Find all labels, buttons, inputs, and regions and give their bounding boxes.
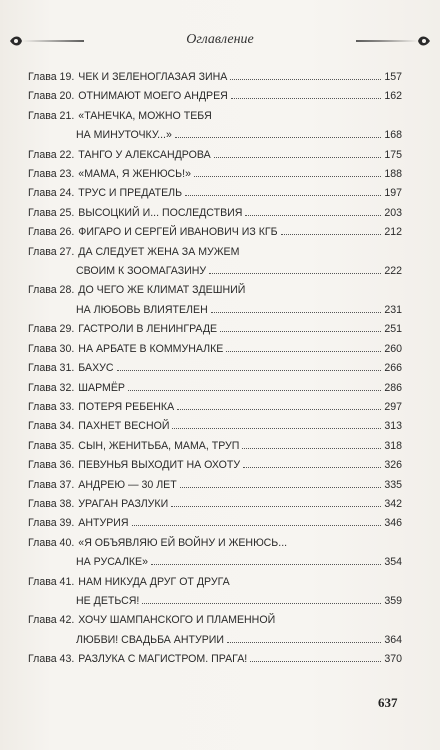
toc-entry xyxy=(28,320,402,339)
toc-entry xyxy=(28,476,402,495)
toc-line xyxy=(28,359,402,378)
toc-entry xyxy=(28,650,402,669)
table-of-contents xyxy=(28,68,402,670)
chapter-title: ДА СЛЕДУЕТ ЖЕНА ЗА МУЖЕМ xyxy=(78,245,240,258)
dot-leader xyxy=(242,438,381,449)
chapter-title: «МАМА, Я ЖЕНЮСЬ!» xyxy=(78,168,191,181)
page-number: 637 xyxy=(378,695,398,710)
chapter-label: Глава 28. xyxy=(28,284,75,297)
toc-line xyxy=(28,495,402,514)
chapter-label: Глава 43. xyxy=(28,653,75,666)
chapter-label: Глава 34. xyxy=(28,420,75,433)
chapter-page-number: 251 xyxy=(384,323,402,336)
toc-line xyxy=(28,553,402,572)
toc-line xyxy=(28,631,402,650)
chapter-title: ЛЮБВИ! СВАДЬБА АНТУРИИ xyxy=(76,633,225,646)
dot-leader xyxy=(209,263,381,274)
toc-line xyxy=(28,573,402,592)
toc-line xyxy=(28,456,402,475)
chapter-label: Глава 36. xyxy=(28,459,75,472)
dot-leader xyxy=(171,496,381,507)
toc-line xyxy=(28,476,402,495)
dot-leader xyxy=(230,69,381,80)
dot-leader xyxy=(250,651,381,662)
toc-line xyxy=(28,534,402,553)
chapter-label: Глава 29. xyxy=(28,323,75,336)
toc-line xyxy=(28,68,402,87)
toc-entry xyxy=(28,359,402,378)
chapter-page-number: 168 xyxy=(384,129,402,142)
chapter-page-number: 297 xyxy=(384,400,402,413)
chapter-title: ТАНГО У АЛЕКСАНДРОВА xyxy=(78,148,211,161)
chapter-title: АНТУРИЯ xyxy=(78,517,129,530)
toc-entry xyxy=(28,107,402,146)
chapter-title: ГАСТРОЛИ В ЛЕНИНГРАДЕ xyxy=(78,323,218,336)
toc-line xyxy=(28,87,402,106)
toc-entry xyxy=(28,68,402,87)
chapter-title: ОТНИМАЮТ МОЕГО АНДРЕЯ xyxy=(78,90,228,103)
chapter-title: ФИГАРО И СЕРГЕЙ ИВАНОВИЧ ИЗ КГБ xyxy=(78,226,278,239)
chapter-title: БАХУС xyxy=(78,362,114,375)
chapter-label: Глава 19. xyxy=(28,71,75,83)
dot-leader xyxy=(214,147,381,158)
dot-leader xyxy=(128,380,381,391)
dot-leader xyxy=(245,205,381,216)
toc-line xyxy=(28,243,402,262)
dot-leader xyxy=(180,477,381,488)
toc-entry xyxy=(28,437,402,456)
dot-leader xyxy=(226,341,381,352)
chapter-page-number: 359 xyxy=(384,594,402,607)
chapter-title: «ТАНЕЧКА, МОЖНО ТЕБЯ xyxy=(78,109,212,122)
chapter-page-number: 318 xyxy=(384,439,402,452)
chapter-page-number: 335 xyxy=(384,478,402,491)
chapter-title: ПАХНЕТ ВЕСНОЙ xyxy=(78,420,170,433)
page-header xyxy=(8,26,432,54)
chapter-label: Глава 25. xyxy=(28,206,75,219)
chapter-title: ТРУС И ПРЕДАТЕЛЬ xyxy=(78,187,183,200)
chapter-title: СЫН, ЖЕНИТЬБА, МАМА, ТРУП xyxy=(78,439,240,452)
chapter-title: ПЕВУНЬЯ ВЫХОДИТ НА ОХОТУ xyxy=(78,459,241,472)
chapter-title: ХОЧУ ШАМПАНСКОГО И ПЛАМЕННОЙ xyxy=(78,614,276,627)
right-ornament-icon xyxy=(352,32,432,50)
toc-entry xyxy=(28,146,402,165)
chapter-page-number: 162 xyxy=(384,90,402,103)
chapter-title: НА МИНУТОЧКУ...» xyxy=(76,129,172,142)
dot-leader xyxy=(142,593,381,604)
chapter-page-number: 326 xyxy=(384,459,402,472)
dot-leader xyxy=(211,302,381,313)
toc-entry xyxy=(28,165,402,184)
toc-line xyxy=(28,650,402,669)
dot-leader xyxy=(185,185,381,196)
chapter-title: НА АРБАТЕ В КОММУНАЛКЕ xyxy=(78,342,224,355)
chapter-label: Глава 35. xyxy=(28,439,75,452)
toc-line xyxy=(28,417,402,436)
toc-line xyxy=(28,281,402,300)
chapter-title: ПОТЕРЯ РЕБЕНКА xyxy=(78,400,175,413)
chapter-page-number: 157 xyxy=(384,71,402,83)
toc-line xyxy=(28,184,402,203)
dot-leader xyxy=(227,632,381,643)
chapter-label: Глава 32. xyxy=(28,381,75,394)
toc-entry xyxy=(28,87,402,106)
toc-entry xyxy=(28,184,402,203)
dot-leader xyxy=(132,515,381,526)
chapter-page-number: 260 xyxy=(384,342,402,355)
toc-line xyxy=(28,379,402,398)
chapter-label: Глава 23. xyxy=(28,168,75,181)
toc-entry xyxy=(28,281,402,320)
chapter-label: Глава 20. xyxy=(28,90,75,103)
chapter-title: ШАРМЁР xyxy=(78,381,125,394)
chapter-label: Глава 27. xyxy=(28,245,75,258)
dot-leader xyxy=(117,360,381,371)
chapter-page-number: 188 xyxy=(384,168,402,181)
toc-line xyxy=(28,398,402,417)
toc-line xyxy=(28,165,402,184)
chapter-page-number: 231 xyxy=(384,303,402,316)
toc-line xyxy=(28,107,402,126)
toc-entry xyxy=(28,398,402,417)
toc-line xyxy=(28,514,402,533)
chapter-title: СВОИМ К ЗООМАГАЗИНУ xyxy=(76,265,207,278)
chapter-page-number: 346 xyxy=(384,517,402,530)
chapter-title: НАМ НИКУДА ДРУГ ОТ ДРУГА xyxy=(78,575,230,588)
dot-leader xyxy=(281,224,381,235)
chapter-label: Глава 39. xyxy=(28,517,75,530)
toc-entry xyxy=(28,204,402,223)
toc-entry xyxy=(28,611,402,650)
chapter-page-number: 203 xyxy=(384,206,402,219)
chapter-label: Глава 41. xyxy=(28,575,75,588)
chapter-label: Глава 31. xyxy=(28,362,75,375)
dot-leader xyxy=(243,457,381,468)
dot-leader xyxy=(177,399,381,410)
toc-line xyxy=(28,204,402,223)
chapter-page-number: 364 xyxy=(384,633,402,646)
chapter-label: Глава 22. xyxy=(28,148,75,161)
chapter-page-number: 286 xyxy=(384,381,402,394)
toc-line xyxy=(28,126,402,145)
toc-line xyxy=(28,437,402,456)
toc-entry xyxy=(28,379,402,398)
chapter-title: «Я ОБЪЯВЛЯЮ ЕЙ ВОЙНУ И ЖЕНЮСЬ... xyxy=(78,536,288,549)
chapter-title: НА ЛЮБОВЬ ВЛИЯТЕЛЕН xyxy=(76,303,208,316)
chapter-title: НЕ ДЕТЬСЯ! xyxy=(76,594,140,607)
toc-entry xyxy=(28,456,402,475)
chapter-label: Глава 40. xyxy=(28,536,75,549)
toc-line xyxy=(28,146,402,165)
chapter-title: АНДРЕЮ — 30 ЛЕТ xyxy=(78,478,177,491)
toc-line xyxy=(28,320,402,339)
chapter-label: Глава 24. xyxy=(28,187,75,200)
chapter-title: УРАГАН РАЗЛУКИ xyxy=(78,497,169,510)
toc-line xyxy=(28,340,402,359)
dot-leader xyxy=(151,554,381,565)
chapter-label: Глава 21. xyxy=(28,109,75,122)
toc-line xyxy=(28,592,402,611)
chapter-label: Глава 37. xyxy=(28,478,75,491)
dot-leader xyxy=(175,127,381,138)
chapter-label: Глава 42. xyxy=(28,614,75,627)
toc-entry xyxy=(28,495,402,514)
toc-entry xyxy=(28,340,402,359)
chapter-label: Глава 38. xyxy=(28,497,75,510)
chapter-page-number: 370 xyxy=(384,653,402,666)
toc-entry xyxy=(28,243,402,282)
dot-leader xyxy=(231,88,381,99)
chapter-page-number: 212 xyxy=(384,226,402,239)
chapter-title: ВЫСОЦКИЙ И... ПОСЛЕДСТВИЯ xyxy=(78,206,243,219)
chapter-label: Глава 33. xyxy=(28,400,75,413)
toc-entry xyxy=(28,514,402,533)
toc-entry xyxy=(28,573,402,612)
chapter-label: Глава 26. xyxy=(28,226,75,239)
chapter-page-number: 313 xyxy=(384,420,402,433)
chapter-page-number: 197 xyxy=(384,187,402,200)
dot-leader xyxy=(172,418,381,429)
chapter-title: НА РУСАЛКЕ» xyxy=(76,556,149,569)
chapter-page-number: 342 xyxy=(384,497,402,510)
toc-entry xyxy=(28,534,402,573)
chapter-title: ЧЕК И ЗЕЛЕНОГЛАЗАЯ ЗИНА xyxy=(78,71,228,83)
toc-entry xyxy=(28,223,402,242)
chapter-page-number: 222 xyxy=(384,265,402,278)
chapter-label: Глава 30. xyxy=(28,342,75,355)
toc-line xyxy=(28,262,402,281)
chapter-page-number: 175 xyxy=(384,148,402,161)
chapter-title: ДО ЧЕГО ЖЕ КЛИМАТ ЗДЕШНИЙ xyxy=(78,284,246,297)
chapter-page-number: 354 xyxy=(384,556,402,569)
page-title: Оглавление xyxy=(186,32,254,47)
toc-entry xyxy=(28,417,402,436)
toc-line xyxy=(28,611,402,630)
dot-leader xyxy=(194,166,381,177)
toc-line xyxy=(28,223,402,242)
toc-line xyxy=(28,301,402,320)
chapter-title: РАЗЛУКА С МАГИСТРОМ. ПРАГА! xyxy=(78,653,248,666)
dot-leader xyxy=(220,321,381,332)
chapter-page-number: 266 xyxy=(384,362,402,375)
